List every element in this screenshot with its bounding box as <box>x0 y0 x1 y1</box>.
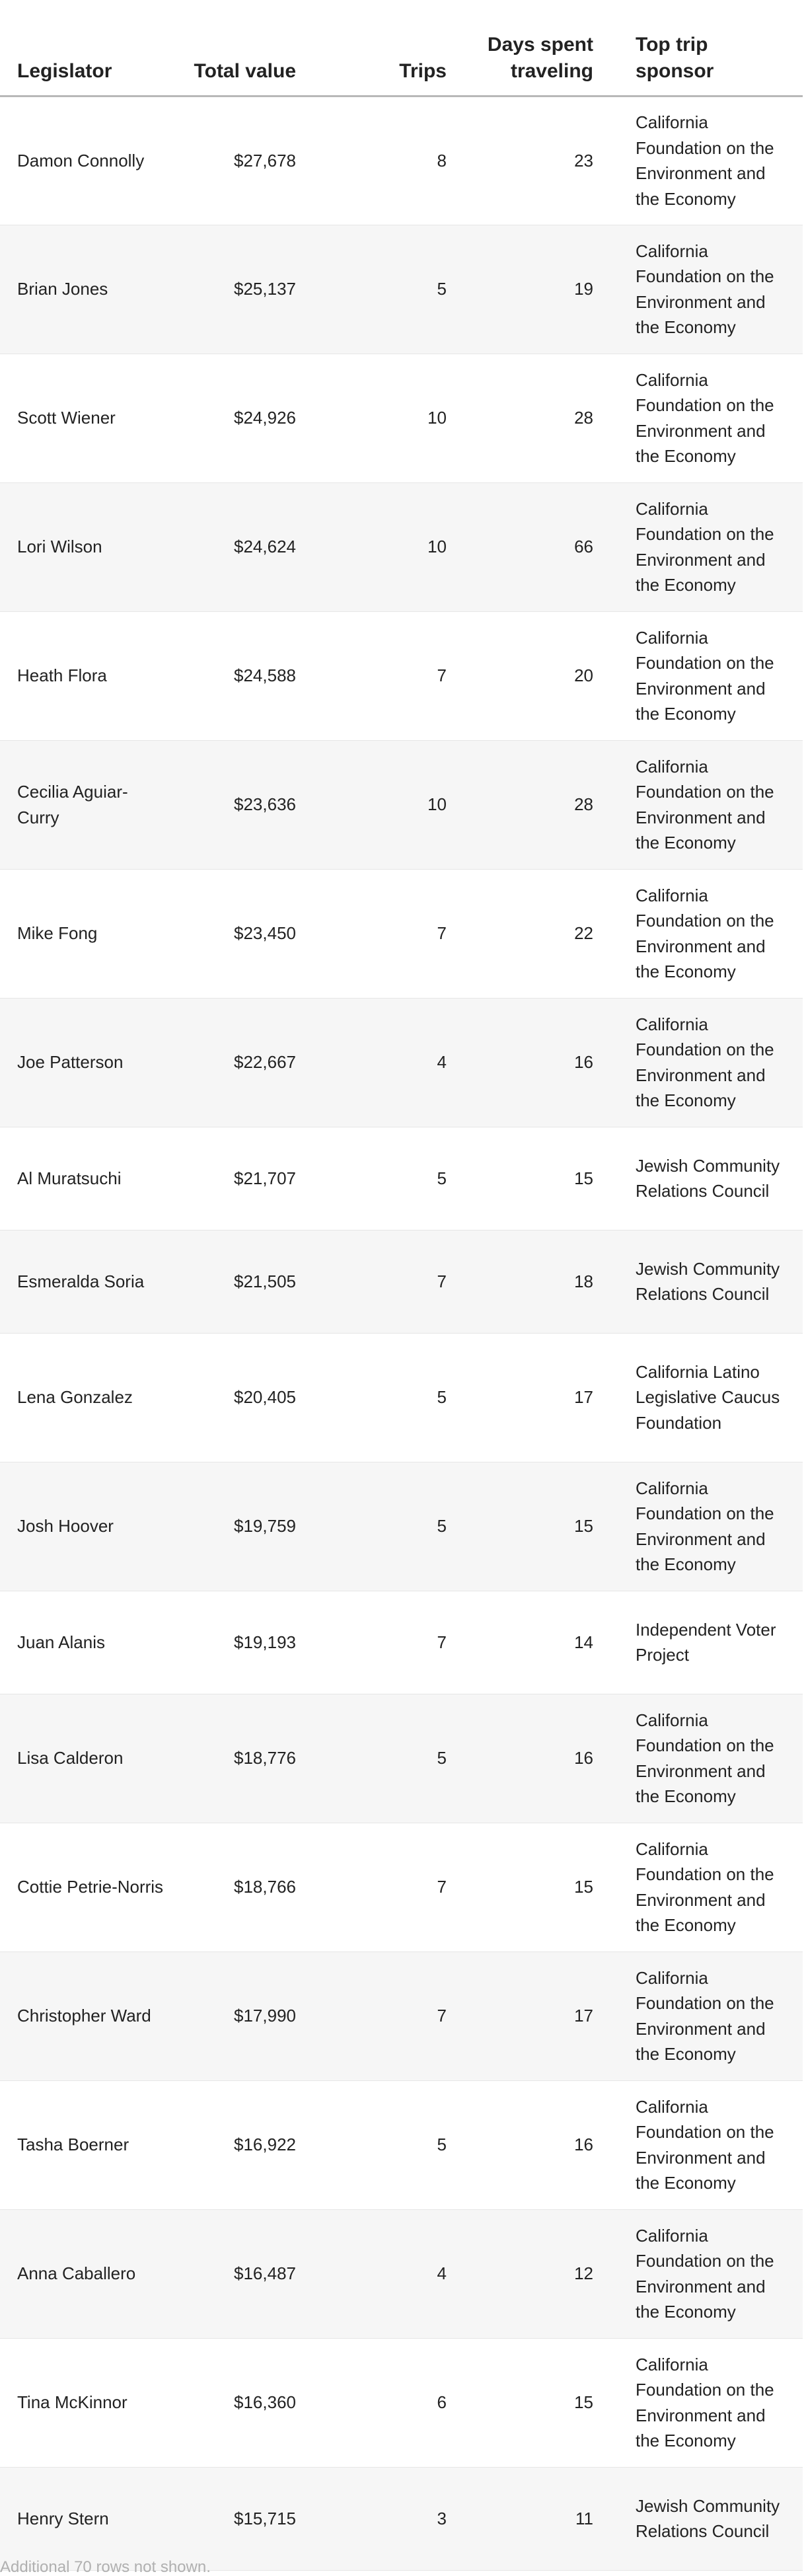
cell-days-spent-traveling: 11 <box>575 2508 593 2528</box>
cell-legislator: Al Muratsuchi <box>17 1168 122 1188</box>
cell-top-trip-sponsor: California Foundation on the Environment and the Economy <box>636 2225 774 2322</box>
cell-total-value: $16,360 <box>234 2392 296 2413</box>
cell-total-value: $17,990 <box>234 2006 296 2026</box>
cell-trips: 3 <box>437 2508 447 2528</box>
cell-total-value: $25,137 <box>234 279 296 299</box>
cell-trips: 7 <box>437 923 447 944</box>
table-row <box>0 354 803 482</box>
cell-total-value: $24,926 <box>234 408 296 428</box>
cell-total-value: $19,759 <box>234 1516 296 1536</box>
cell-top-trip-sponsor: California Foundation on the Environment and the Economy <box>636 1478 774 1574</box>
column-header-trips[interactable]: Trips <box>309 0 460 96</box>
cell-legislator: Cecilia Aguiar-Curry <box>17 782 128 827</box>
cell-days-spent-traveling: 15 <box>574 1516 593 1536</box>
table-row <box>0 225 803 354</box>
cell-trips: 5 <box>437 1387 447 1408</box>
cell-days-spent-traveling: 15 <box>574 1168 593 1188</box>
table-row <box>0 611 803 740</box>
cell-days-spent-traveling: 16 <box>574 2135 593 2155</box>
cell-trips: 4 <box>437 2263 447 2284</box>
cell-days-spent-traveling: 15 <box>574 2392 593 2413</box>
cell-trips: 7 <box>437 1632 447 1652</box>
cell-trips: 7 <box>437 1877 447 1897</box>
cell-trips: 4 <box>437 1052 447 1073</box>
cell-days-spent-traveling: 19 <box>574 279 593 299</box>
cell-trips: 7 <box>437 2006 447 2026</box>
cell-top-trip-sponsor: California Foundation on the Environment and the Economy <box>636 2096 774 2193</box>
cell-top-trip-sponsor: California Foundation on the Environment and the Economy <box>636 627 774 724</box>
cell-legislator: Lena Gonzalez <box>17 1387 133 1408</box>
cell-trips: 7 <box>437 665 447 686</box>
table-row <box>0 2467 803 2570</box>
cell-top-trip-sponsor: California Foundation on the Environment and the Economy <box>636 369 774 466</box>
cell-days-spent-traveling: 15 <box>574 1877 593 1897</box>
cell-legislator: Lori Wilson <box>17 537 102 557</box>
cell-trips: 10 <box>427 794 447 815</box>
cell-trips: 8 <box>437 150 447 170</box>
cell-total-value: $16,487 <box>234 2263 296 2284</box>
cell-trips: 7 <box>437 1271 447 1291</box>
cell-days-spent-traveling: 23 <box>574 150 593 170</box>
table-row <box>0 740 803 869</box>
cell-days-spent-traveling: 28 <box>574 408 593 428</box>
table-row <box>0 96 803 225</box>
cell-total-value: $18,766 <box>234 1877 296 1897</box>
cell-total-value: $19,193 <box>234 1632 296 1652</box>
cell-top-trip-sponsor: California Foundation on the Environment and the Economy <box>636 241 774 337</box>
column-header-legislator[interactable]: Legislator <box>0 0 180 96</box>
cell-total-value: $20,405 <box>234 1387 296 1408</box>
cell-legislator: Joe Patterson <box>17 1052 124 1073</box>
cell-days-spent-traveling: 14 <box>574 1632 593 1652</box>
column-header-days-spent-traveling[interactable]: Days spent traveling <box>460 0 622 96</box>
cell-total-value: $22,667 <box>234 1052 296 1073</box>
table-row <box>0 1951 803 2080</box>
cell-top-trip-sponsor: Jewish Community Relations Council <box>636 1155 780 1201</box>
cell-legislator: Henry Stern <box>17 2508 109 2528</box>
table-header-row <box>0 0 803 96</box>
cell-days-spent-traveling: 17 <box>574 2006 593 2026</box>
cell-legislator: Damon Connolly <box>17 150 145 170</box>
cell-top-trip-sponsor: California Foundation on the Environment and the Economy <box>636 885 774 981</box>
cell-top-trip-sponsor: California Foundation on the Environment and the Economy <box>636 1710 774 1806</box>
cell-trips: 10 <box>427 408 447 428</box>
cell-total-value: $18,776 <box>234 1748 296 1768</box>
cell-top-trip-sponsor: Jewish Community Relations Council <box>636 1258 780 1304</box>
cell-legislator: Brian Jones <box>17 279 108 299</box>
cell-legislator: Tasha Boerner <box>17 2135 129 2155</box>
cell-top-trip-sponsor: Jewish Community Relations Council <box>636 2495 780 2541</box>
cell-top-trip-sponsor: California Foundation on the Environment and the Economy <box>636 498 774 595</box>
cell-legislator: Mike Fong <box>17 923 98 944</box>
table-body <box>0 96 803 2570</box>
cell-top-trip-sponsor: Independent Voter Project <box>636 1619 776 1665</box>
cell-trips: 5 <box>437 279 447 299</box>
cell-legislator: Heath Flora <box>17 665 107 686</box>
table-row <box>0 2080 803 2209</box>
cell-total-value: $21,505 <box>234 1271 296 1291</box>
cell-days-spent-traveling: 16 <box>574 1748 593 1768</box>
cell-trips: 5 <box>437 2135 447 2155</box>
rows-not-shown-note: Additional 70 rows not shown. <box>0 2558 211 2576</box>
cell-total-value: $23,450 <box>234 923 296 944</box>
cell-top-trip-sponsor: California Foundation on the Environment and the Economy <box>636 2354 774 2450</box>
cell-days-spent-traveling: 28 <box>574 794 593 815</box>
table-row <box>0 1591 803 1694</box>
cell-legislator: Scott Wiener <box>17 408 116 428</box>
cell-trips: 5 <box>437 1168 447 1188</box>
cell-total-value: $15,715 <box>234 2508 296 2528</box>
table-row <box>0 1230 803 1333</box>
cell-total-value: $24,588 <box>234 665 296 686</box>
table-row <box>0 1823 803 1951</box>
cell-top-trip-sponsor: California Foundation on the Environment and the Economy <box>636 1967 774 2064</box>
table-header <box>0 0 803 96</box>
cell-legislator: Cottie Petrie-Norris <box>17 1877 164 1897</box>
cell-trips: 5 <box>437 1516 447 1536</box>
cell-days-spent-traveling: 12 <box>574 2263 593 2284</box>
table-row <box>0 1462 803 1591</box>
column-header-total-value[interactable]: Total value <box>180 0 309 96</box>
cell-legislator: Lisa Calderon <box>17 1748 124 1768</box>
cell-total-value: $24,624 <box>234 537 296 557</box>
cell-top-trip-sponsor: California Foundation on the Environment and the Economy <box>636 112 774 209</box>
table-row <box>0 869 803 998</box>
cell-top-trip-sponsor: California Foundation on the Environment and the Economy <box>636 1838 774 1935</box>
cell-legislator: Christopher Ward <box>17 2006 151 2026</box>
cell-trips: 10 <box>427 537 447 557</box>
table-row <box>0 482 803 611</box>
cell-total-value: $23,636 <box>234 794 296 815</box>
cell-top-trip-sponsor: California Latino Legislative Caucus Foundation <box>636 1361 780 1433</box>
cell-total-value: $27,678 <box>234 150 296 170</box>
cell-top-trip-sponsor: California Foundation on the Environment and the Economy <box>636 756 774 852</box>
cell-days-spent-traveling: 22 <box>574 923 593 944</box>
cell-trips: 6 <box>437 2392 447 2413</box>
table-row <box>0 998 803 1127</box>
cell-trips: 5 <box>437 1748 447 1768</box>
table-row <box>0 1694 803 1823</box>
cell-days-spent-traveling: 20 <box>574 665 593 686</box>
cell-legislator: Esmeralda Soria <box>17 1271 145 1291</box>
cell-days-spent-traveling: 16 <box>574 1052 593 1073</box>
table-row <box>0 1127 803 1230</box>
cell-days-spent-traveling: 66 <box>574 537 593 557</box>
cell-days-spent-traveling: 17 <box>574 1387 593 1408</box>
cell-legislator: Tina McKinnor <box>17 2392 128 2413</box>
column-header-top-trip-sponsor[interactable]: Top trip sponsor <box>622 0 803 96</box>
cell-days-spent-traveling: 18 <box>574 1271 593 1291</box>
cell-top-trip-sponsor: California Foundation on the Environment and the Economy <box>636 1014 774 1110</box>
table-row <box>0 1333 803 1462</box>
table-row <box>0 2209 803 2338</box>
table-row <box>0 2338 803 2467</box>
cell-legislator: Juan Alanis <box>17 1632 105 1652</box>
cell-total-value: $16,922 <box>234 2135 296 2155</box>
cell-legislator: Josh Hoover <box>17 1516 114 1536</box>
cell-total-value: $21,707 <box>234 1168 296 1188</box>
cell-legislator: Anna Caballero <box>17 2263 136 2284</box>
